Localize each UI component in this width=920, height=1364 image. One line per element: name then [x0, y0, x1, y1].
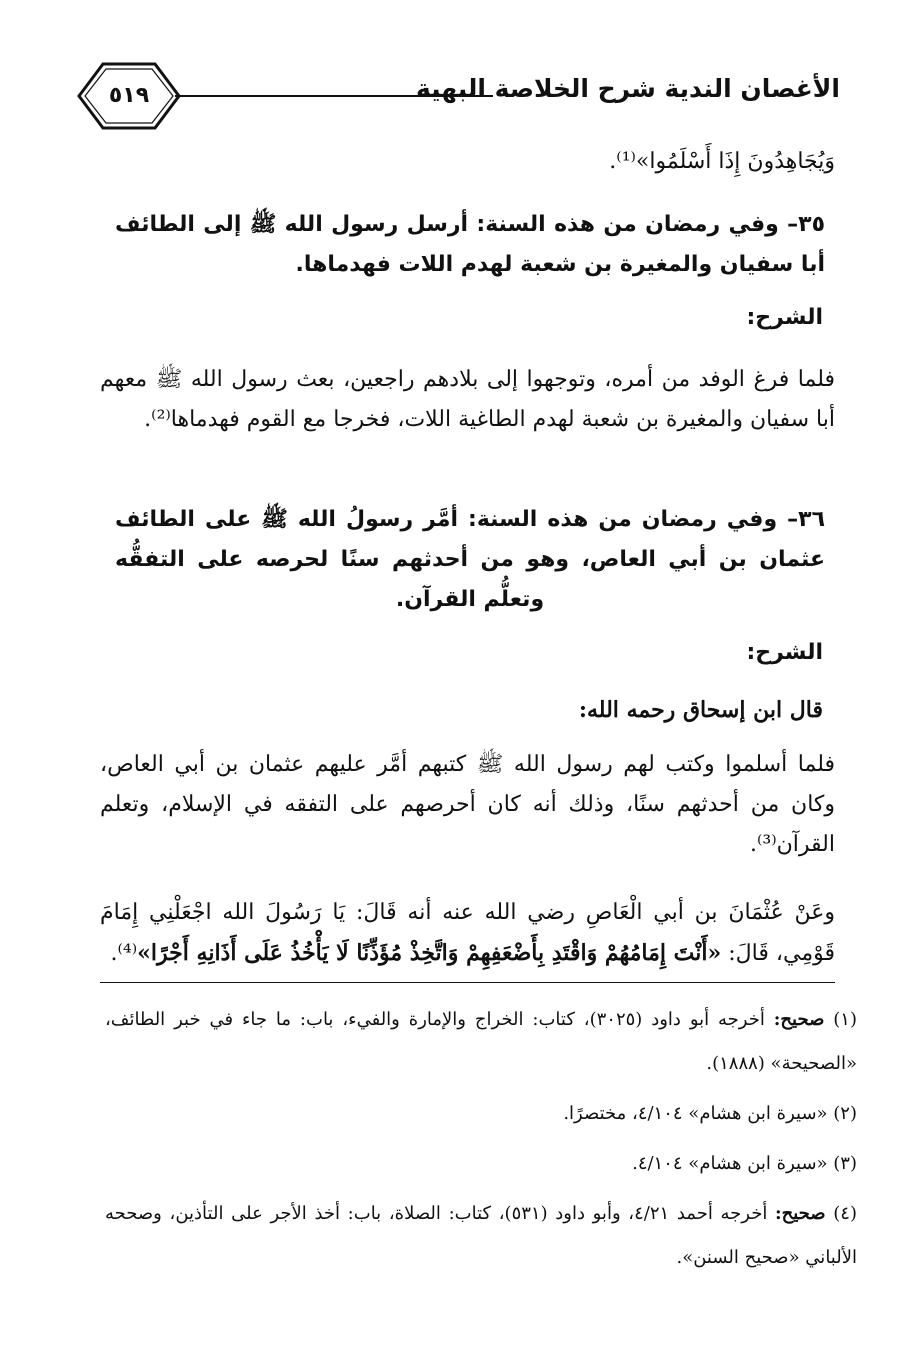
- footnote-number: (٣): [833, 1153, 857, 1174]
- footnote-number: (١): [833, 1009, 857, 1030]
- paragraph-2: فلما أسلموا وكتب لهم رسول الله ﷺ كتبهم أمَّر عليهم عثمان بن أبي العاص، وكان من أحدثهم سنًا، وذلك أنه كان أحرصهم على التفقه في الإسلام، وتعلم القرآن⁽³⁾.: [100, 752, 836, 857]
- page-number-frame: [75, 60, 183, 132]
- sharh-label: الشرح:: [746, 640, 823, 665]
- footnote-text: أخرجه أحمد ٤/٢١، وأبو داود (٥٣١)، كتاب: الصلاة، باب: أخذ الأجر على التأذين، وصححه الألباني «صحيح السنن».: [105, 1203, 857, 1268]
- footnote-grade: صحيح:: [774, 1203, 826, 1224]
- footnote-grade: صحيح:: [773, 1009, 825, 1030]
- hadith-quote: «أَنْتَ إِمَامُهُمْ وَاقْتَدِ بِأَضْعَفِهِمْ وَاتَّخِذْ مُؤَذِّنًا لَا يَأْخُذُ عَلَى أَذَانِهِ أَجْرًا»: [137, 940, 722, 966]
- hadith-paragraph: [100, 893, 835, 974]
- ibn-ishaq-line: قال ابن إسحاق رحمه الله:: [578, 697, 823, 723]
- footnote-ref: ⁽⁴⁾.: [110, 941, 138, 966]
- book-title: الأغصان الندية شرح الخلاصة البهية: [415, 74, 840, 103]
- footnote-number: (٤): [833, 1203, 857, 1224]
- footnote-text: «سيرة ابن هشام» ٤/١٠٤، مختصرًا.: [563, 1103, 834, 1124]
- footnote-separator: [100, 982, 835, 983]
- paragraph-1: فلما فرغ الوفد من أمره، وتوجهوا إلى بلادهم راجعين، بعث رسول الله ﷺ معهم أبا سفيان والمغيرة بن شعبة لهدم الطاغية اللات، فخرجا مع القوم فهدماها⁽²⁾.: [100, 367, 835, 432]
- page-number: ٥١٩: [108, 83, 150, 108]
- item-36-heading: ٣٦– وفي رمضان من هذه السنة: أمَّر رسولُ الله ﷺ على الطائف عثمان بن أبي العاص، وهو من أحدثهم سنًا لحرصه على التفقُّه وتعلُّم القرآن.: [115, 507, 825, 612]
- page-header: [75, 60, 840, 140]
- hadith-intro: وعَنْ عُثْمَانَ بن أبي الْعَاصِ رضي الله عنه أنه قَالَ: يَا رَسُولَ الله اجْعَلْنِي إِمَامَ قَوْمِي، قَالَ:: [100, 900, 835, 966]
- footnote-text: «سيرة ابن هشام» ٤/١٠٤.: [632, 1153, 834, 1174]
- footnote-4: [105, 1192, 857, 1280]
- footnote-1: [105, 998, 857, 1086]
- footnote-2: [105, 1092, 857, 1136]
- sharh-label: الشرح:: [746, 305, 823, 330]
- footnote-number: (٢): [833, 1103, 857, 1124]
- item-35-heading: ٣٥– وفي رمضان من هذه السنة: أرسل رسول الله ﷺ إلى الطائف أبا سفيان والمغيرة بن شعبة لهدم اللات فهدماها.: [115, 212, 825, 277]
- footnote-text: أخرجه أبو داود (٣٠٢٥)، كتاب: الخراج والإمارة والفيء، باب: ما جاء في خبر الطائف، «الصحيحة» (١٨٨٨).: [105, 1009, 857, 1074]
- opening-line: وَيُجَاهِدُونَ إِذَا أَسْلَمُوا»⁽¹⁾.: [609, 149, 835, 174]
- footnote-3: [105, 1142, 857, 1186]
